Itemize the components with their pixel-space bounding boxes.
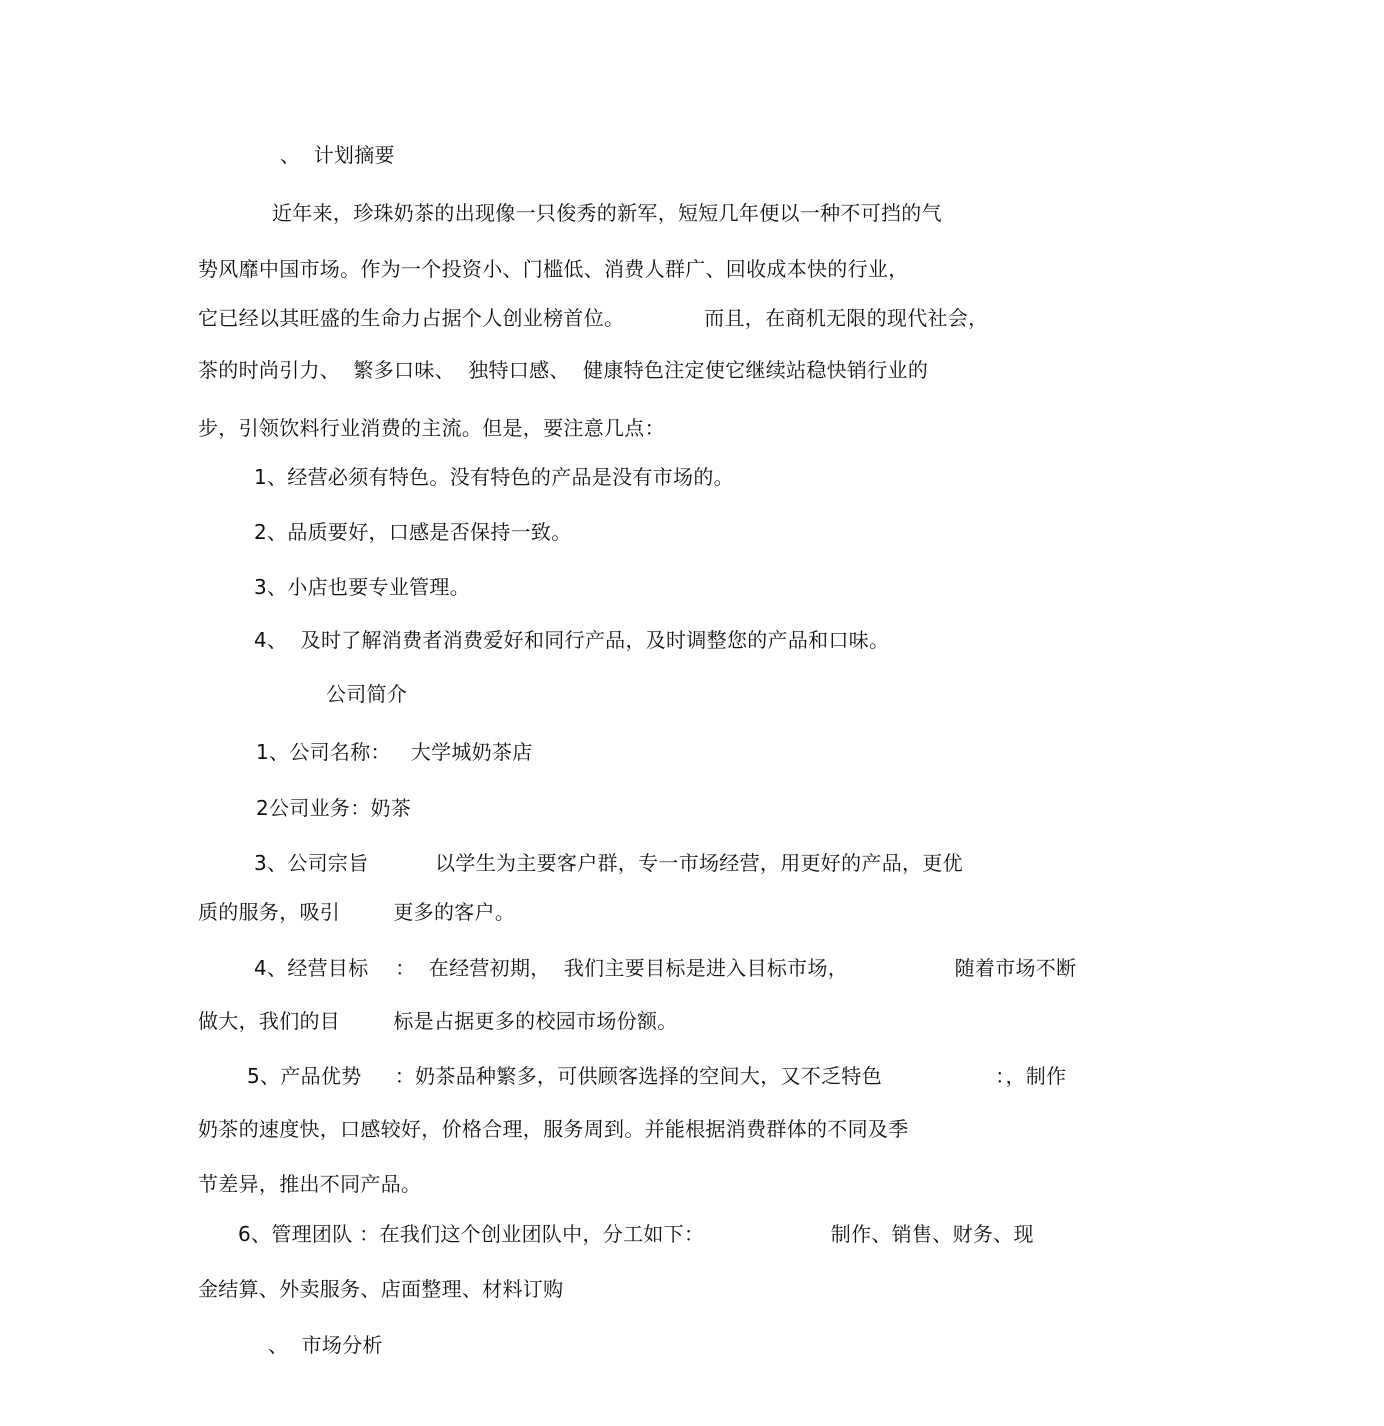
section-heading-plan-summary: 、 计划摘要 — [280, 143, 395, 167]
list-item-company-purpose: 3、公司宗旨 以学生为主要客户群，专一市场经营，用更好的产品，更优 — [254, 851, 963, 875]
list-item-management-team: 6、管理团队 ：在我们这个创业团队中，分工如下： 制作、销售、财务、现 — [238, 1222, 1034, 1246]
section-heading-market-analysis: 、 市场分析 — [268, 1333, 383, 1357]
paragraph-line: 势风靡中国市场。作为一个投资小、门槛低、消费人群广、回收成本快的行业， — [198, 257, 909, 281]
list-item-product-advantage: 5、产品优势 ：奶茶品种繁多，可供顾客选择的空间大，又不乏特色 ：，制作 — [247, 1064, 1067, 1088]
list-item-company-name: 1、公司名称： 大学城奶茶店 — [256, 740, 533, 764]
list-item-point-3: 3、小店也要专业管理。 — [254, 575, 471, 599]
paragraph-line: 近年来，珍珠奶茶的出现像一只俊秀的新军，短短几年便以一种不可挡的气 — [272, 201, 942, 225]
list-item-point-1: 1、经营必须有特色。没有特色的产品是没有市场的。 — [254, 465, 734, 489]
paragraph-line: 质的服务，吸引 更多的客户。 — [198, 900, 516, 924]
list-item-company-business: 2公司业务：奶茶 — [256, 796, 412, 820]
list-item-point-4: 4、 及时了解消费者消费爱好和同行产品，及时调整您的产品和口味。 — [254, 628, 890, 652]
paragraph-line: 茶的时尚引力、 繁多口味、 独特口感、 健康特色注定使它继续站稳快销行业的 — [198, 358, 929, 382]
list-item-business-goal: 4、经营目标 ： 在经营初期， 我们主要目标是进入目标市场， 随着市场不断 — [254, 956, 1077, 980]
paragraph-line: 它已经以其旺盛的生命力占据个人创业榜首位。 而且，在商机无限的现代社会， — [198, 306, 989, 330]
list-item-point-2: 2、品质要好，口感是否保持一致。 — [254, 520, 572, 544]
paragraph-line: 金结算、外卖服务、店面整理、材料订购 — [198, 1277, 564, 1301]
paragraph-line: 奶茶的速度快，口感较好，价格合理，服务周到。并能根据消费群体的不同及季 — [198, 1117, 909, 1141]
paragraph-line: 做大，我们的目 标是占据更多的校园市场份额。 — [198, 1009, 678, 1033]
paragraph-line: 步，引领饮料行业消费的主流。但是，要注意几点： — [198, 416, 665, 440]
section-heading-company-intro: 公司简介 — [326, 682, 408, 706]
paragraph-line: 节差异，推出不同产品。 — [198, 1172, 422, 1196]
